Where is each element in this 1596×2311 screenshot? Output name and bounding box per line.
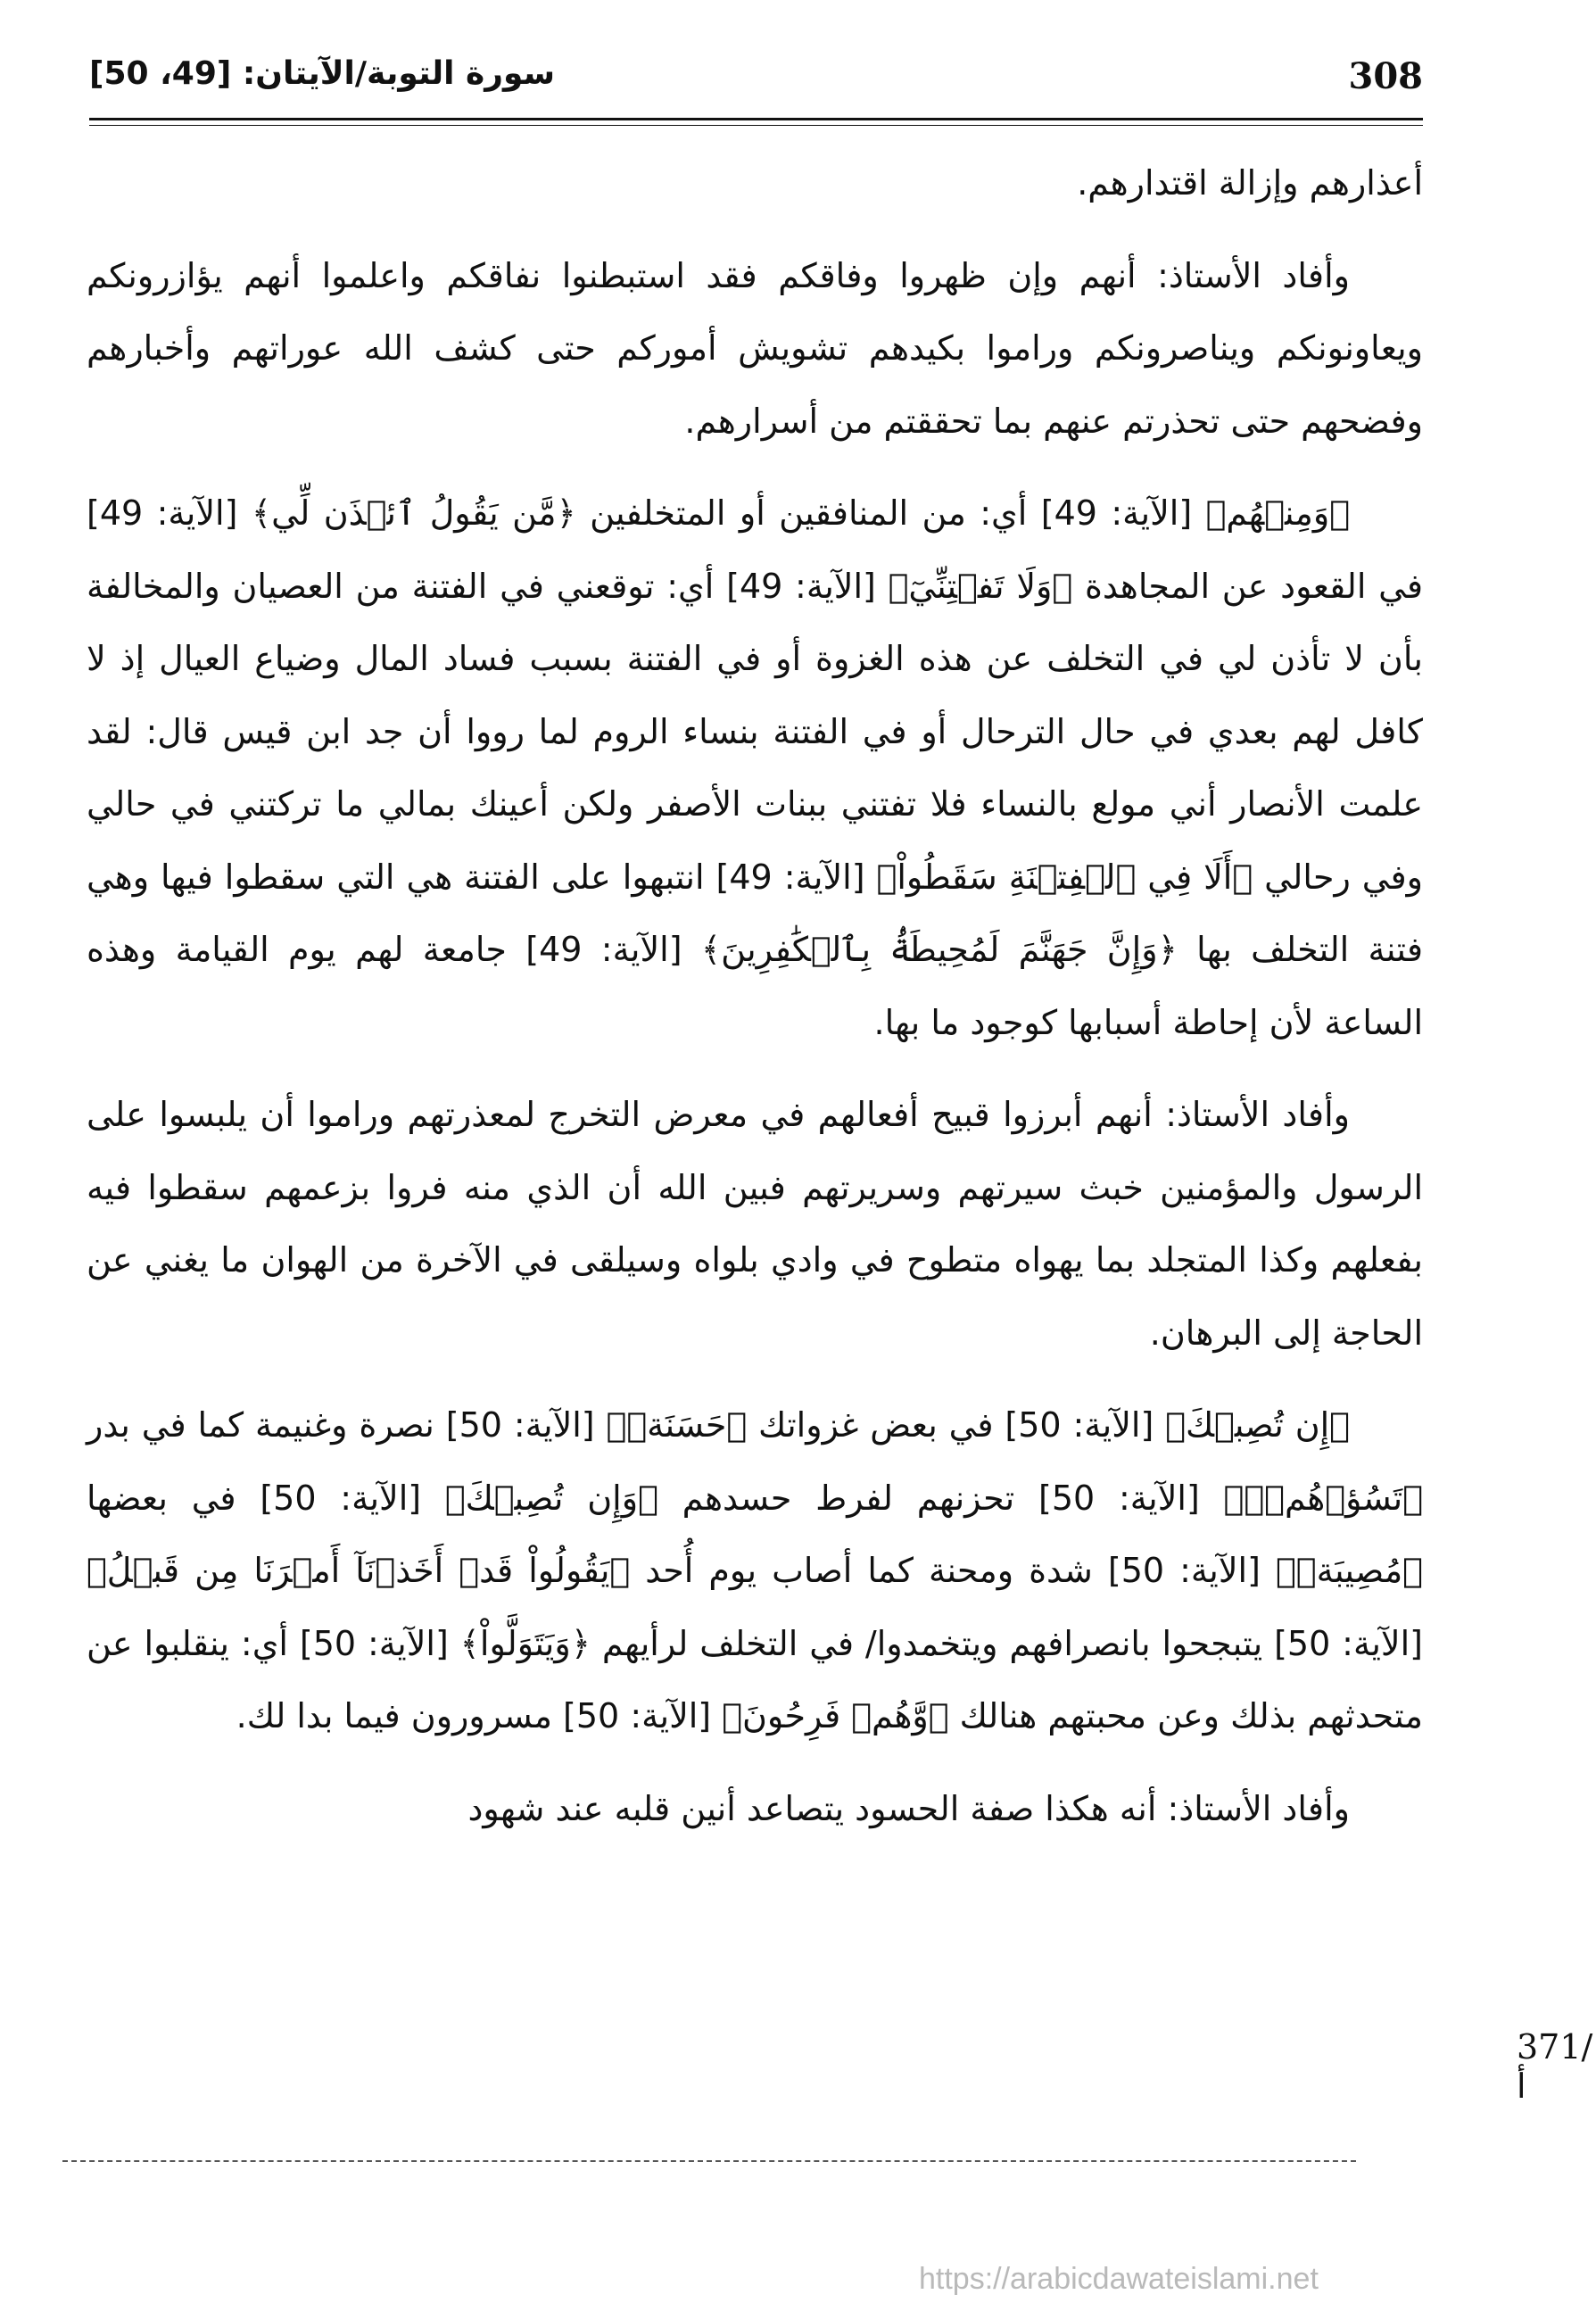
paragraph-6: وأفاد الأستاذ: أنه هكذا صفة الحسود يتصاعد أنين قلبه عند شهود (467, 1788, 1350, 1828)
watermark-url: https://arabicdawateislami.net (919, 2262, 1319, 2296)
footnote-separator (62, 2160, 1356, 2162)
margin-folio-note: 371/ أ (1517, 2027, 1593, 2106)
paragraph-2: وأفاد الأستاذ: أنهم وإن ظهروا وفاقكم فقد استبطنوا نفاقكم واعلموا أنهم يؤازرونكم ويعاونونكم ويناصرونكم وراموا بكيدهم تشويش أموركم حتى كشف الله عوراتهم وأخبارهم وفضحهم حتى تحذرتم عنهم بما تحققتم من أسرارهم. (87, 255, 1423, 441)
paragraph-1: أعذارهم وإزالة اقتدارهم. (1077, 163, 1423, 203)
header-rule-thin (89, 125, 1423, 126)
paragraph-5: ﴿إِن تُصِبۡكَ﴾ [الآية: 50] في بعض غزواتك ﴿حَسَنَةٞ﴾ [الآية: 50] نصرة وغنيمة كما في بدر ﴿تَسُؤۡهُمۡۖ﴾ [الآية: 50] تحزنهم لفرط حسدهم ﴿وَإِن تُصِبۡكَ﴾ [الآية: 50] في بعضها ﴿مُصِيبَةٞ﴾ [الآية: 50] شدة ومحنة كما أصاب يوم أُحد ﴿يَقُولُواْ قَدۡ أَخَذۡنَآ أَمۡرَنَا مِن قَبۡلُ﴾ [الآية: 50] يتبجحوا بانصرافهم ويتخمدوا/ في التخلف لرأيهم ﴿وَيَتَوَلَّواْ﴾ [الآية: 50] أي: ينقلبوا عن متحدثهم بذلك وعن محبتهم هنالك ﴿وَّهُمۡ فَرِحُونَ﴾ [الآية: 50] مسرورون فيما بدا لك. (87, 1405, 1424, 1735)
header-title: سورة التوبة/الآيتان: [49، 50] (89, 55, 555, 92)
page-number: 308 (1348, 55, 1423, 97)
header-rule (89, 118, 1423, 120)
running-header (89, 55, 1423, 109)
paragraph-4: وأفاد الأستاذ: أنهم أبرزوا قبيح أفعالهم في معرض التخرج لمعذرتهم وراموا أن يلبسوا على الرسول والمؤمنين خبث سيرتهم وسريرتهم فبين الله أن الذي منه فروا بزعمهم سقطوا فيه بفعلهم وكذا المتجلد بما يهواه متطوح في وادي بلواه وسيلقى في الآخرة من الهوان ما يغني عن الحاجة إلى البرهان. (87, 1095, 1423, 1353)
body-text (87, 147, 1423, 1865)
paragraph-3: ﴿وَمِنۡهُم﴾ [الآية: 49] أي: من المنافقين أو المتخلفين ﴿مَّن يَقُولُ ٱئۡذَن لِّي﴾ [الآية: 49] في القعود عن المجاهدة ﴿وَلَا تَفۡتِنِّيٓ﴾ [الآية: 49] أي: توقعني في الفتنة من العصيان والمخالفة بأن لا تأذن لي في التخلف عن هذه الغزوة أو في الفتنة بسبب فساد المال وضياع العيال إذ لا كافل لهم بعدي في حال الترحال أو في الفتنة بنساء الروم لما رووا أن جد ابن قيس قال: لقد علمت الأنصار أني مولع بالنساء فلا تفتني ببنات الأصفر ولكن أعينك بمالي ما تركتني في حالي وفي رحالي ﴿أَلَا فِي ٱلۡفِتۡنَةِ سَقَطُواْ﴾ [الآية: 49] انتبهوا على الفتنة هي التي سقطوا فيها وهي فتنة التخلف بها ﴿وَإِنَّ جَهَنَّمَ لَمُحِيطَةُۢ بِٱلۡكَٰفِرِينَ﴾ [الآية: 49] جامعة لهم يوم القيامة وهذه الساعة لأن إحاطة أسبابها كوجود ما بها. (87, 493, 1424, 1042)
